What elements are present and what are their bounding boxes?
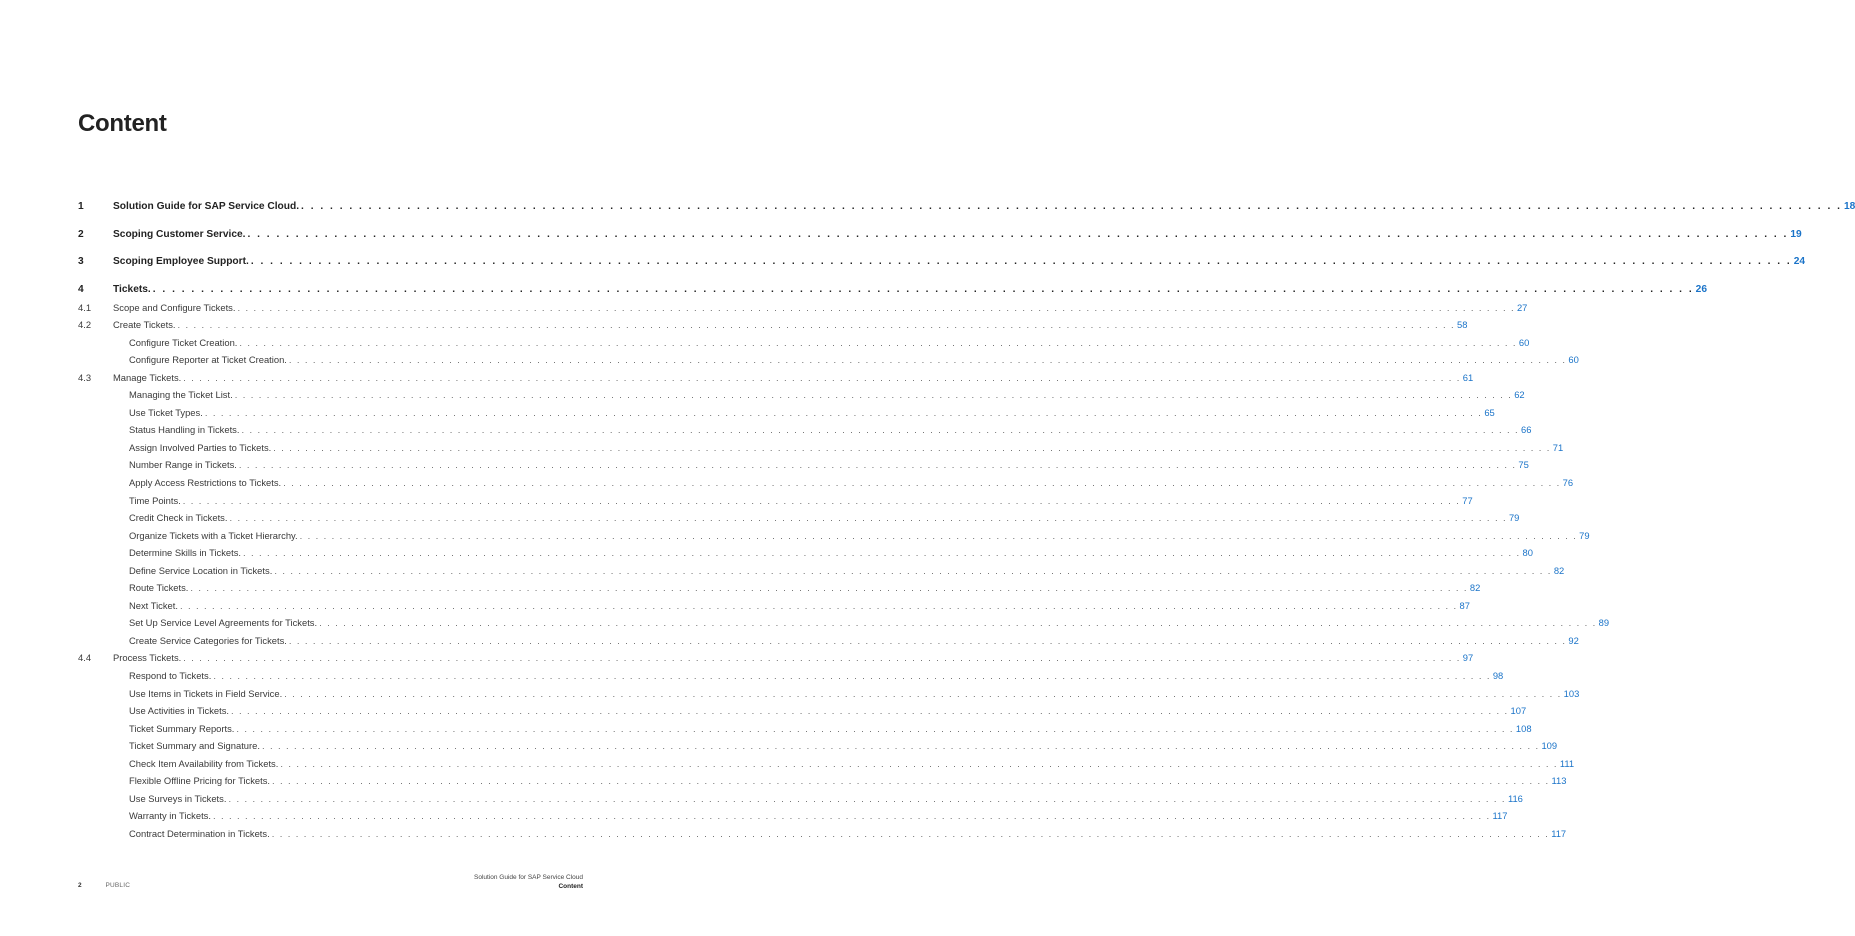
page-title: Content xyxy=(78,110,167,137)
toc-entry-label[interactable]: Time Points. xyxy=(129,494,181,506)
toc-entry-page-link[interactable]: 92 xyxy=(1568,634,1579,646)
toc-entry-label[interactable]: Configure Ticket Creation. xyxy=(129,336,238,348)
toc-entry-page-link[interactable]: 75 xyxy=(1518,459,1529,471)
table-of-contents xyxy=(78,198,1855,842)
footer-section: Content xyxy=(558,883,583,890)
toc-entry-number: 4.2 xyxy=(78,319,92,331)
toc-entry[interactable] xyxy=(78,226,1802,254)
dot-leader: . . . . . . . . . . . . . . . . . . . . . . . . . . . . . . . . . . . . . . . . . . . . . . . . . . . . . . . . . . . . . . . . . . . . . . . . . . . . . . . . . . . . . . . . . . . . . . . . . . . . . . . . . . . . . . . . . . . . . . . . . . . . . . . . . . . . . . . . . . . . . . . . . . . . . . . . . . . . . . . . xyxy=(272,775,1550,787)
dot-leader: . . . . . . . . . . . . . . . . . . . . . . . . . . . . . . . . . . . . . . . . . . . . . . . . . . . . . . . . . . . . . . . . . . . . . . . . . . . . . . . . . . . . . . . . . . . . . . . . . . . . . . . . . . . . . . . . . . . . . . . . . . . . . . . . . . . . . . . . . . . . . . . . . . . . . . . . . . . . . . . . xyxy=(177,319,1456,331)
dot-leader: . . . . . . . . . . . . . . . . . . . . . . . . . . . . . . . . . . . . . . . . . . . . . . . . . . . . . . . . . . . . . . . . . . . . . . . . . . . . . . . . . . . . . . . . . . . . . . . . . . . . . . . . . . . . . . . . . . . . . . . . . . . . . . . . . . . . . . . . . . . . . . . . . . . . . . . . . . . . . . . . xyxy=(280,757,1558,769)
footer-right xyxy=(474,873,583,891)
dot-leader: . . . . . . . . . . . . . . . . . . . . . . . . . . . . . . . . . . . . . . . . . . . . . . . . . . . . . . . . . . . . . . . . . . . . . . . . . . . . . . . . . . . . . . . . . . . . . . . . . . . . . . . . . . . . . . . . . . . . . . . . . . . . . . . . . . . . . . . . . . . . . . . . . . . . . . . . . . . . . . . . xyxy=(288,354,1567,366)
toc-entry-number: 4 xyxy=(78,283,84,295)
toc-entry-label[interactable]: Tickets. xyxy=(113,283,151,295)
dot-leader: . . . . . . . . . . . . . . . . . . . . . . . . . . . . . . . . . . . . . . . . . . . . . . . . . . . . . . . . . . . . . . . . . . . . . . . . . . . . . . . . . . . . . . . . . . . . . . . . . . . . . . . . . . . . . . . . . . . . . . . . . . . . . . . . . . . . . . . . . . . . . . . . . . . . . . . . . . . . . . . . xyxy=(274,564,1552,576)
dot-leader: . . . . . . . . . . . . . . . . . . . . . . . . . . . . . . . . . . . . . . . . . . . . . . . . . . . . . . . . . . . . . . . . . . . . . . . . . . . . . . . . . . . . . . . . . . . . . . . . . . . . . . . . . . . . . . . . . . . . . . . . . . . . . . . . . . . . . . . . . . . . . . . . . . . . . . . . . . . . . . . . xyxy=(283,476,1561,488)
toc-entry-page-link[interactable]: 111 xyxy=(1559,757,1575,769)
toc-entry[interactable] xyxy=(78,825,1567,843)
toc-entry-label[interactable]: Managing the Ticket List. xyxy=(129,389,233,401)
dot-leader: . . . . . . . . . . . . . . . . . . . . . . . . . . . . . . . . . . . . . . . . . . . . . . . . . . . . . . . . . . . . . . . . . . . . . . . . . . . . . . . . . . . . . . . . . . . . . . . . . . . . . . . . . . . . . . . . . . . . . . . . . . . . . . . . . . . . . . . . . . . . . . . . . . . . . . . . . . . . . . . . xyxy=(236,722,1514,734)
toc-entry[interactable] xyxy=(78,790,1523,808)
toc-entry-label[interactable]: Next Ticket. xyxy=(129,599,178,611)
toc-entry-label[interactable]: Apply Access Restrictions to Tickets. xyxy=(129,476,282,488)
toc-entry-page-link[interactable]: 116 xyxy=(1507,792,1523,804)
dot-leader: . . . . . . . . . . . . . . . . . . . . . . . . . . . . . . . . . . . . . . . . . . . . . . . . . . . . . . . . . . . . . . . . . . . . . . . . . . . . . . . . . . . . . . . . . . . . . . . . . . . . . . . . . . . . . . . . . . . . . . . . . . . . . . . . . . . . . . . . . . . . . . . . . . . . . . . . . . . . . . . . xyxy=(239,336,1517,348)
toc-entry-label[interactable]: Manage Tickets. xyxy=(113,371,182,383)
toc-entry-page-link[interactable]: 108 xyxy=(1515,722,1532,734)
dot-leader: . . . . . . . . . . . . . . . . . . . . . . . . . . . . . . . . . . . . . . . . . . . . . . . . . . . . . . . . . . . . . . . . . . . . . . . . . . . . . . . . . . . . . . . . . . . . . . . . . . . . . . . . . . . . . . . . . . . . . . . . . . . . . . . . . . . . . . . . . . . . . . . . . . . . . . . . . . . . . . . . xyxy=(299,529,1578,541)
toc-entry[interactable] xyxy=(78,632,1579,650)
toc-entry-page-link[interactable]: 79 xyxy=(1508,512,1520,524)
dot-leader: . . . . . . . . . . . . . . . . . . . . . . . . . . . . . . . . . . . . . . . . . . . . . . . . . . . . . . . . . . . . . . . . . . . . . . . . . . . . . . . . . . . . . . . . . . . . . . . . . . . . . . . . . . . . . . . . . . . . . . . . . . . . . . . . . . . . . . . . . . . . . . . . . . . . . . . . . . . . . . . . xyxy=(241,424,1519,436)
toc-entry-label[interactable]: Check Item Availability from Tickets. xyxy=(129,757,279,769)
dot-leader: . . . . . . . . . . . . . . . . . . . . . . . . . . . . . . . . . . . . . . . . . . . . . . . . . . . . . . . . . . . . . . . . . . . . . . . . . . . . . . . . . . . . . . . . . . . . . . . . . . . . . . . . . . . . . . . . . . . . . . . . . . . . . . . . . . . . . . . . . . . . . . . . . . . . . . . . . . . . . . . . xyxy=(238,459,1517,471)
dot-leader: . . . . . . . . . . . . . . . . . . . . . . . . . . . . . . . . . . . . . . . . . . . . . . . . . . . . . . . . . . . . . . . . . . . . . . . . . . . . . . . . . . . . . . . . . . . . . . . . . . . . . . . . . . . . . . . . . . . . . . . . . . . . . . . . . . . . . . . . . . . . . . . . . . . . . . . . . . . . . . . . xyxy=(190,582,1468,594)
toc-entry-page-link[interactable]: 71 xyxy=(1552,441,1564,453)
dot-leader: . . . . . . . . . . . . . . . . . . . . . . . . . . . . . . . . . . . . . . . . . . . . . . . . . . . . . . . . . . . . . . . . . . . . . . . . . . . . . . . . . . . . . . . . . . . . . . . . . . . . . . . . . . . . . . . . . . . . . . . . . . . . . . . . . . . . . . . . . . . . . . . . . . . . . . . . . . . . . . . . xyxy=(152,283,1694,295)
toc-entry-label[interactable]: Route Tickets. xyxy=(129,582,189,594)
toc-entry-label[interactable]: Set Up Service Level Agreements for Tickets. xyxy=(129,617,318,629)
dot-leader: . . . . . . . . . . . . . . . . . . . . . . . . . . . . . . . . . . . . . . . . . . . . . . . . . . . . . . . . . . . . . . . . . . . . . . . . . . . . . . . . . . . . . . . . . . . . . . . . . . . . . . . . . . . . . . . . . . . . . . . . . . . . . . . . . . . . . . . . . . . . . . . . . . . . . . . . . . . . . . . . xyxy=(237,301,1515,313)
toc-entry-page-link[interactable]: 79 xyxy=(1579,529,1590,541)
toc-entry-label[interactable]: Solution Guide for SAP Service Cloud. xyxy=(113,201,300,212)
toc-entry[interactable] xyxy=(78,369,1474,387)
toc-entry-label[interactable]: Respond to Tickets. xyxy=(129,669,212,681)
dot-leader: . . . . . . . . . . . . . . . . . . . . . . . . . . . . . . . . . . . . . . . . . . . . . . . . . . . . . . . . . . . . . . . . . . . . . . . . . . . . . . . . . . . . . . . . . . . . . . . . . . . . . . . . . . . . . . . . . . . . . . . . . . . . . . . . . . . . . . . . . . . . . . . . . . . . . . . . . . . . . . . . xyxy=(250,256,1792,267)
toc-entry[interactable] xyxy=(78,737,1558,755)
footer-left xyxy=(78,882,130,889)
toc-entry-page-link[interactable]: 82 xyxy=(1553,564,1565,576)
toc-entry-page-link[interactable]: 62 xyxy=(1514,389,1525,401)
toc-entry[interactable] xyxy=(78,614,1610,632)
toc-entry[interactable] xyxy=(78,386,1525,404)
toc-entry-label[interactable]: Ticket Summary Reports. xyxy=(129,722,235,734)
dot-leader: . . . . . . . . . . . . . . . . . . . . . . . . . . . . . . . . . . . . . . . . . . . . . . . . . . . . . . . . . . . . . . . . . . . . . . . . . . . . . . . . . . . . . . . . . . . . . . . . . . . . . . . . . . . . . . . . . . . . . . . . . . . . . . . . . . . . . . . . . . . . . . . . . . . . . . . . . . . . . . . . xyxy=(284,687,1562,699)
dot-leader: . . . . . . . . . . . . . . . . . . . . . . . . . . . . . . . . . . . . . . . . . . . . . . . . . . . . . . . . . . . . . . . . . . . . . . . . . . . . . . . . . . . . . . . . . . . . . . . . . . . . . . . . . . . . . . . . . . . . . . . . . . . . . . . . . . . . . . . . . . . . . . . . . . . . . . . . . . . . . . . . xyxy=(212,810,1491,822)
toc-entry-label[interactable]: Use Activities in Tickets. xyxy=(129,705,230,717)
toc-entry[interactable] xyxy=(78,702,1527,720)
dot-leader: . . . . . . . . . . . . . . . . . . . . . . . . . . . . . . . . . . . . . . . . . . . . . . . . . . . . . . . . . . . . . . . . . . . . . . . . . . . . . . . . . . . . . . . . . . . . . . . . . . . . . . . . . . . . . . . . . . . . . . . . . . . . . . . . . . . . . . . . . . . . . . . . . . . . . . . . . . . . . . . . xyxy=(319,617,1597,629)
toc-entry[interactable] xyxy=(78,198,1855,226)
dot-leader: . . . . . . . . . . . . . . . . . . . . . . . . . . . . . . . . . . . . . . . . . . . . . . . . . . . . . . . . . . . . . . . . . . . . . . . . . . . . . . . . . . . . . . . . . . . . . . . . . . . . . . . . . . . . . . . . . . . . . . . . . . . . . . . . . . . . . . . . . . . . . . . . . . . . . . . . . . . . . . . . xyxy=(182,494,1461,506)
dot-leader: . . . . . . . . . . . . . . . . . . . . . . . . . . . . . . . . . . . . . . . . . . . . . . . . . . . . . . . . . . . . . . . . . . . . . . . . . . . . . . . . . . . . . . . . . . . . . . . . . . . . . . . . . . . . . . . . . . . . . . . . . . . . . . . . . . . . . . . . . . . . . . . . . . . . . . . . . . . . . . . . xyxy=(204,406,1483,418)
toc-entry[interactable] xyxy=(78,421,1532,439)
dot-leader: . . . . . . . . . . . . . . . . . . . . . . . . . . . . . . . . . . . . . . . . . . . . . . . . . . . . . . . . . . . . . . . . . . . . . . . . . . . . . . . . . . . . . . . . . . . . . . . . . . . . . . . . . . . . . . . . . . . . . . . . . . . . . . . . . . . . . . . . . . . . . . . . . . . . . . . . . . . . . . . . xyxy=(288,634,1567,646)
dot-leader: . . . . . . . . . . . . . . . . . . . . . . . . . . . . . . . . . . . . . . . . . . . . . . . . . . . . . . . . . . . . . . . . . . . . . . . . . . . . . . . . . . . . . . . . . . . . . . . . . . . . . . . . . . . . . . . . . . . . . . . . . . . . . . . . . . . . . . . . . . . . . . . . . . . . . . . . . . . . . . . . xyxy=(301,201,1842,212)
toc-entry[interactable] xyxy=(78,649,1474,667)
toc-entry[interactable] xyxy=(78,685,1580,703)
toc-entry-label[interactable]: Scoping Employee Support. xyxy=(113,256,249,267)
toc-entry-label[interactable]: Organize Tickets with a Ticket Hierarchy. xyxy=(129,529,298,541)
toc-entry[interactable] xyxy=(78,404,1495,422)
toc-entry[interactable] xyxy=(78,492,1473,510)
toc-entry-number: 4.4 xyxy=(78,652,92,664)
toc-entry[interactable] xyxy=(78,667,1504,685)
toc-entry-page-link[interactable]: 107 xyxy=(1510,705,1527,717)
toc-entry-page-link[interactable]: 97 xyxy=(1462,652,1474,664)
footer-doc-title: Solution Guide for SAP Service Cloud xyxy=(474,874,583,881)
dot-leader: . . . . . . . . . . . . . . . . . . . . . . . . . . . . . . . . . . . . . . . . . . . . . . . . . . . . . . . . . . . . . . . . . . . . . . . . . . . . . . . . . . . . . . . . . . . . . . . . . . . . . . . . . . . . . . . . . . . . . . . . . . . . . . . . . . . . . . . . . . . . . . . . . . . . . . . . . . . . . . . . xyxy=(234,389,1513,401)
toc-entry-label[interactable]: Configure Reporter at Ticket Creation. xyxy=(129,354,287,366)
toc-entry[interactable] xyxy=(78,299,1528,317)
toc-entry-label[interactable]: Warranty in Tickets. xyxy=(129,810,211,822)
toc-entry-label[interactable]: Ticket Summary and Signature. xyxy=(129,740,260,752)
toc-entry-page-link[interactable]: 26 xyxy=(1695,283,1708,295)
toc-entry-label[interactable]: Determine Skills in Tickets. xyxy=(129,547,242,559)
toc-entry-page-link[interactable]: 27 xyxy=(1516,301,1528,313)
toc-entry-label[interactable]: Number Range in Tickets. xyxy=(129,459,237,471)
toc-entry-page-link[interactable]: 89 xyxy=(1598,617,1610,629)
dot-leader: . . . . . . . . . . . . . . . . . . . . . . . . . . . . . . . . . . . . . . . . . . . . . . . . . . . . . . . . . . . . . . . . . . . . . . . . . . . . . . . . . . . . . . . . . . . . . . . . . . . . . . . . . . . . . . . . . . . . . . . . . . . . . . . . . . . . . . . . . . . . . . . . . . . . . . . . . . . . . . . . xyxy=(271,827,1550,839)
toc-entry-label[interactable]: Scope and Configure Tickets. xyxy=(113,301,236,313)
toc-entry[interactable] xyxy=(78,579,1481,597)
toc-entry-number: 2 xyxy=(78,228,84,240)
toc-entry-page-link[interactable]: 24 xyxy=(1793,256,1806,267)
footer-classification: PUBLIC xyxy=(105,882,131,889)
toc-entry-page-link[interactable]: 18 xyxy=(1843,201,1855,212)
toc-entry-page-link[interactable]: 113 xyxy=(1551,775,1567,787)
toc-entry-label[interactable]: Define Service Location in Tickets. xyxy=(129,564,273,576)
toc-entry[interactable] xyxy=(78,439,1564,457)
toc-entry-label[interactable]: Scoping Customer Service. xyxy=(113,228,246,240)
toc-entry-label[interactable]: Create Tickets. xyxy=(113,319,176,331)
toc-entry[interactable] xyxy=(78,772,1567,790)
toc-entry[interactable] xyxy=(78,720,1532,738)
toc-entry-label[interactable]: Contract Determination in Tickets. xyxy=(129,827,270,839)
dot-leader: . . . . . . . . . . . . . . . . . . . . . . . . . . . . . . . . . . . . . . . . . . . . . . . . . . . . . . . . . . . . . . . . . . . . . . . . . . . . . . . . . . . . . . . . . . . . . . . . . . . . . . . . . . . . . . . . . . . . . . . . . . . . . . . . . . . . . . . . . . . . . . . . . . . . . . . . . . . . . . . . xyxy=(247,228,1789,240)
toc-entry-page-link[interactable]: 58 xyxy=(1457,319,1468,331)
toc-entry[interactable] xyxy=(78,562,1565,580)
toc-entry-page-link[interactable]: 19 xyxy=(1790,228,1802,240)
toc-entry-page-link[interactable]: 66 xyxy=(1520,424,1532,436)
dot-leader: . . . . . . . . . . . . . . . . . . . . . . . . . . . . . . . . . . . . . . . . . . . . . . . . . . . . . . . . . . . . . . . . . . . . . . . . . . . . . . . . . . . . . . . . . . . . . . . . . . . . . . . . . . . . . . . . . . . . . . . . . . . . . . . . . . . . . . . . . . . . . . . . . . . . . . . . . . . . . . . . xyxy=(183,652,1461,664)
toc-entry[interactable] xyxy=(78,527,1590,545)
toc-entry-label[interactable]: Flexible Offline Pricing for Tickets. xyxy=(129,775,271,787)
toc-entry-number: 3 xyxy=(78,256,84,267)
toc-entry[interactable] xyxy=(78,334,1530,352)
dot-leader: . . . . . . . . . . . . . . . . . . . . . . . . . . . . . . . . . . . . . . . . . . . . . . . . . . . . . . . . . . . . . . . . . . . . . . . . . . . . . . . . . . . . . . . . . . . . . . . . . . . . . . . . . . . . . . . . . . . . . . . . . . . . . . . . . . . . . . . . . . . . . . . . . . . . . . . . . . . . . . . . xyxy=(179,599,1458,611)
toc-entry-page-link[interactable]: 76 xyxy=(1562,476,1574,488)
toc-entry-page-link[interactable]: 103 xyxy=(1563,687,1580,699)
toc-entry-number: 4.1 xyxy=(78,301,92,313)
footer-page-number: 2 xyxy=(78,882,82,889)
toc-entry-label[interactable]: Use Ticket Types. xyxy=(129,406,203,418)
toc-entry-label[interactable]: Assign Involved Parties to Tickets. xyxy=(129,441,272,453)
toc-entry-number: 4.3 xyxy=(78,371,92,383)
dot-leader: . . . . . . . . . . . . . . . . . . . . . . . . . . . . . . . . . . . . . . . . . . . . . . . . . . . . . . . . . . . . . . . . . . . . . . . . . . . . . . . . . . . . . . . . . . . . . . . . . . . . . . . . . . . . . . . . . . . . . . . . . . . . . . . . . . . . . . . . . . . . . . . . . . . . . . . . . . . . . . . . xyxy=(231,705,1509,717)
toc-entry-number: 1 xyxy=(78,201,84,212)
toc-entry[interactable] xyxy=(78,253,1806,281)
dot-leader: . . . . . . . . . . . . . . . . . . . . . . . . . . . . . . . . . . . . . . . . . . . . . . . . . . . . . . . . . . . . . . . . . . . . . . . . . . . . . . . . . . . . . . . . . . . . . . . . . . . . . . . . . . . . . . . . . . . . . . . . . . . . . . . . . . . . . . . . . . . . . . . . . . . . . . . . . . . . . . . . xyxy=(228,792,1506,804)
toc-entry[interactable] xyxy=(78,509,1520,527)
toc-entry[interactable] xyxy=(78,474,1574,492)
toc-entry[interactable] xyxy=(78,456,1529,474)
toc-entry-label[interactable]: Create Service Categories for Tickets. xyxy=(129,634,287,646)
dot-leader: . . . . . . . . . . . . . . . . . . . . . . . . . . . . . . . . . . . . . . . . . . . . . . . . . . . . . . . . . . . . . . . . . . . . . . . . . . . . . . . . . . . . . . . . . . . . . . . . . . . . . . . . . . . . . . . . . . . . . . . . . . . . . . . . . . . . . . . . . . . . . . . . . . . . . . . . . . . . . . . . xyxy=(183,371,1461,383)
toc-entry-page-link[interactable]: 98 xyxy=(1492,669,1504,681)
toc-entry-page-link[interactable]: 77 xyxy=(1462,494,1473,506)
toc-entry[interactable] xyxy=(78,544,1533,562)
toc-entry-label[interactable]: Use Items in Tickets in Field Service. xyxy=(129,687,283,699)
toc-entry[interactable] xyxy=(78,316,1468,334)
toc-entry[interactable] xyxy=(78,281,1708,299)
dot-leader: . . . . . . . . . . . . . . . . . . . . . . . . . . . . . . . . . . . . . . . . . . . . . . . . . . . . . . . . . . . . . . . . . . . . . . . . . . . . . . . . . . . . . . . . . . . . . . . . . . . . . . . . . . . . . . . . . . . . . . . . . . . . . . . . . . . . . . . . . . . . . . . . . . . . . . . . . . . . . . . . xyxy=(243,547,1521,559)
toc-entry[interactable] xyxy=(78,755,1575,773)
toc-entry-page-link[interactable]: 82 xyxy=(1469,582,1481,594)
toc-entry-page-link[interactable]: 109 xyxy=(1541,740,1558,752)
toc-entry-page-link[interactable]: 65 xyxy=(1484,406,1495,418)
toc-entry-page-link[interactable]: 117 xyxy=(1492,810,1508,822)
toc-entry[interactable] xyxy=(78,597,1470,615)
toc-entry-label[interactable]: Process Tickets. xyxy=(113,652,182,664)
dot-leader: . . . . . . . . . . . . . . . . . . . . . . . . . . . . . . . . . . . . . . . . . . . . . . . . . . . . . . . . . . . . . . . . . . . . . . . . . . . . . . . . . . . . . . . . . . . . . . . . . . . . . . . . . . . . . . . . . . . . . . . . . . . . . . . . . . . . . . . . . . . . . . . . . . . . . . . . . . . . . . . . xyxy=(261,740,1540,752)
toc-entry[interactable] xyxy=(78,807,1508,825)
toc-entry-page-link[interactable]: 87 xyxy=(1459,599,1470,611)
toc-entry-label[interactable]: Use Surveys in Tickets. xyxy=(129,792,227,804)
toc-entry-page-link[interactable]: 60 xyxy=(1518,336,1530,348)
toc-entry-page-link[interactable]: 117 xyxy=(1551,827,1567,839)
toc-entry-label[interactable]: Credit Check in Tickets. xyxy=(129,512,228,524)
toc-entry-page-link[interactable]: 80 xyxy=(1522,547,1533,559)
toc-entry-page-link[interactable]: 61 xyxy=(1462,371,1474,383)
dot-leader: . . . . . . . . . . . . . . . . . . . . . . . . . . . . . . . . . . . . . . . . . . . . . . . . . . . . . . . . . . . . . . . . . . . . . . . . . . . . . . . . . . . . . . . . . . . . . . . . . . . . . . . . . . . . . . . . . . . . . . . . . . . . . . . . . . . . . . . . . . . . . . . . . . . . . . . . . . . . . . . . xyxy=(213,669,1491,681)
dot-leader: . . . . . . . . . . . . . . . . . . . . . . . . . . . . . . . . . . . . . . . . . . . . . . . . . . . . . . . . . . . . . . . . . . . . . . . . . . . . . . . . . . . . . . . . . . . . . . . . . . . . . . . . . . . . . . . . . . . . . . . . . . . . . . . . . . . . . . . . . . . . . . . . . . . . . . . . . . . . . . . . xyxy=(229,512,1507,524)
dot-leader: . . . . . . . . . . . . . . . . . . . . . . . . . . . . . . . . . . . . . . . . . . . . . . . . . . . . . . . . . . . . . . . . . . . . . . . . . . . . . . . . . . . . . . . . . . . . . . . . . . . . . . . . . . . . . . . . . . . . . . . . . . . . . . . . . . . . . . . . . . . . . . . . . . . . . . . . . . . . . . . . xyxy=(273,441,1551,453)
toc-entry-label[interactable]: Status Handling in Tickets. xyxy=(129,424,240,436)
toc-entry-page-link[interactable]: 60 xyxy=(1568,354,1579,366)
toc-entry[interactable] xyxy=(78,351,1579,369)
